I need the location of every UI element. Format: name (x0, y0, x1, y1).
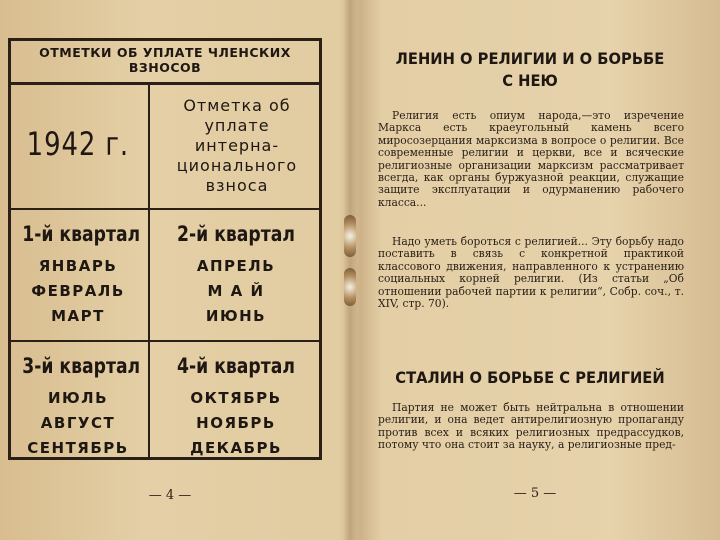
quarter-title: 2-й квартал (177, 222, 295, 246)
month-label: ДЕКАБРЬ (190, 439, 282, 457)
quarter-4-cell (152, 354, 320, 461)
month-label: ЯНВАРЬ (38, 257, 118, 275)
international-dues-mark: Отметка об уплате интерна- ционального взноса (176, 96, 298, 195)
month-label: М А Й (207, 282, 265, 300)
quarter-title: 1-й квартал (22, 222, 141, 246)
month-label: АВГУСТ (40, 414, 116, 432)
staple-bottom (344, 268, 356, 306)
staple-top (344, 215, 356, 257)
quarter-1-cell (10, 222, 146, 329)
month-label: ФЕВРАЛЬ (31, 282, 125, 300)
month-label: АПРЕЛЬ (196, 257, 276, 275)
page-number-left: — 4 — (148, 488, 192, 503)
stalin-heading: СТАЛИН О БОРЬБЕ С РЕЛИГИЕЙ (395, 368, 665, 387)
month-label: СЕНТЯБРЬ (27, 439, 129, 457)
lenin-heading: ЛЕНИН О РЕЛИГИИ И О БОРЬБЕ С НЕЮ (395, 49, 665, 90)
month-label: ОКТЯБРЬ (190, 389, 282, 407)
lenin-paragraph-2: Надо уметь бороться с религией... Эту борьбу надо поставить в связь с конкретной практикой классового движения, направленного к устранению социальных корней религии. (Из статьи „Об отношении рабочей партии к религии“, Собр. соч., т. XIV, стр. 70). (378, 235, 684, 311)
month-label: МАРТ (51, 307, 105, 325)
month-label: ИЮЛЬ (47, 389, 109, 407)
page-number-right: — 5 — (513, 486, 557, 501)
table-rule (8, 208, 322, 210)
quarter-title: 3-й квартал (22, 354, 141, 378)
quarter-2-cell (152, 222, 320, 329)
month-label: НОЯБРЬ (196, 414, 276, 432)
table-title: ОТМЕТКИ ОБ УПЛАТЕ ЧЛЕНСКИХ ВЗНОСОВ (39, 45, 291, 75)
table-rule (8, 340, 322, 342)
table-rule (8, 82, 322, 85)
table-rule (148, 85, 150, 457)
quarter-3-cell (10, 354, 146, 461)
month-label: ИЮНЬ (205, 307, 267, 325)
stalin-paragraph: Партия не может быть нейтральна в отношении религии, и она ведет антирелигиозную пропаганду против всех и всяких религиозных предрассудков, потому что она стоит за науку, а религиозные пред- (378, 401, 684, 452)
year-cell (14, 125, 142, 163)
lenin-paragraph-1: Религия есть опиум народа,—это изречение Маркса есть краеугольный камень всего миросозерцания марксизма в вопросе о религии. Все современные религии и церкви, все и всяческие религиозные организации марксизм рассматривает всегда, как органы буржуазной реакции, служащие защите эксплуатации и одурманению рабочего класса... (378, 109, 684, 209)
year: 1942 г. (26, 125, 130, 163)
quarter-title: 4-й квартал (177, 354, 295, 378)
